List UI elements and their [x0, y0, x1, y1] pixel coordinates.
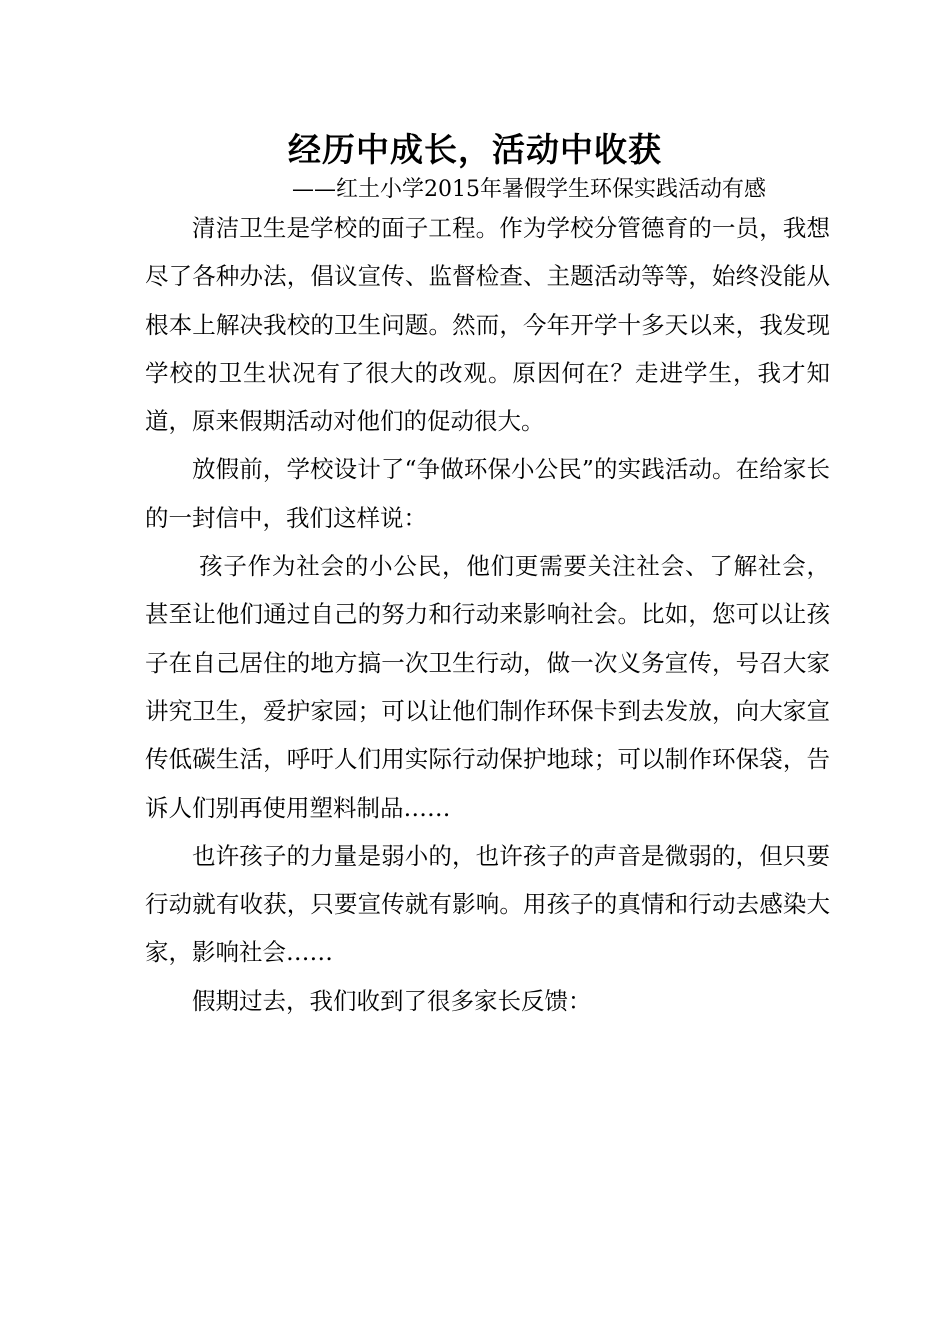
paragraph-intro: 清洁卫生是学校的面子工程。作为学校分管德育的一员，我想尽了各种办法，倡议宣传、监督检查、主题活动等等，始终没能从根本上解决我校的卫生问题。然而，今年开学十多天以来，我发现学校的卫生状况有了很大的改观。原因何在？走进学生，我才知道，原来假期活动对他们的促动很大。 [145, 214, 830, 436]
paragraph-feedback: 假期过去，我们收到了很多家长反馈： [192, 986, 592, 1015]
document-subtitle: ——红土小学2015年暑假学生环保实践活动有感 [292, 177, 766, 202]
paragraph-letter-quote: 孩子作为社会的小公民，他们更需要关注社会、了解社会，甚至让他们通过自己的努力和行动来影响社会。比如，您可以让孩子在自己居住的地方搞一次卫生行动，做一次义务宣传，号召大家讲究卫生，爱护家园；可以让他们制作环保卡到去发放，向大家宣传低碳生活，呼吁人们用实际行动保护地球；可以制作环保袋，告诉人们别再使用塑料制品…… [145, 552, 830, 822]
paragraph-reflection: 也许孩子的力量是弱小的，也许孩子的声音是微弱的，但只要行动就有收获，只要宣传就有影响。用孩子的真情和行动去感染大家，影响社会…… [145, 841, 830, 967]
document-body [145, 204, 830, 1025]
document-title: 经历中成长，活动中收获 [288, 130, 662, 169]
paragraph-activity: 放假前，学校设计了“争做环保小公民”的实践活动。在给家长的一封信中，我们这样说： [145, 455, 830, 532]
